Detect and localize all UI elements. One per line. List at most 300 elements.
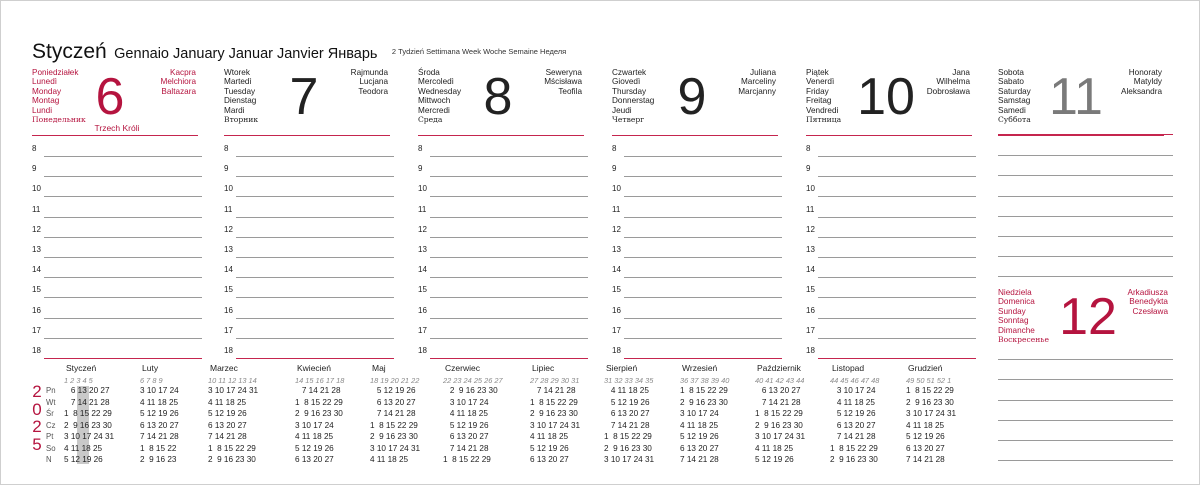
day-names <box>612 68 654 124</box>
write-line <box>430 196 588 197</box>
hour-label: 16 <box>806 305 815 315</box>
hour-label: 8 <box>418 144 423 153</box>
month-week-row: 6 13 20 27 <box>443 432 489 441</box>
hour-label: 18 <box>32 345 41 355</box>
hour-row[interactable] <box>224 160 390 180</box>
hour-row[interactable] <box>224 322 390 342</box>
day-number: 9 <box>677 68 707 126</box>
write-line <box>236 176 394 177</box>
hour-row[interactable] <box>806 261 972 281</box>
day-separator <box>418 135 584 136</box>
hour-label: 18 <box>224 345 233 355</box>
day-name: Samedi <box>998 105 1026 115</box>
name-day: Czesława <box>1132 306 1168 316</box>
hour-label: 15 <box>32 285 41 295</box>
day-name: Jeudi <box>612 105 632 115</box>
hour-row[interactable] <box>612 160 778 180</box>
day-name: Czwartek <box>612 68 647 77</box>
hour-row[interactable] <box>224 281 390 301</box>
day-separator <box>224 135 390 136</box>
hour-label: 18 <box>806 345 815 355</box>
month-week-row: 3 10 17 24 31 <box>604 455 655 464</box>
month-week-row: 7 14 21 28 <box>830 432 876 441</box>
hour-row[interactable] <box>418 241 584 261</box>
day-name: Wednesday <box>418 86 462 96</box>
write-line <box>624 297 782 298</box>
week-numbers: 31 32 33 34 35 <box>604 376 654 385</box>
hour-row[interactable] <box>806 221 972 241</box>
month-week-row: 6 13 20 27 <box>906 443 945 453</box>
day-name: Samstag <box>998 96 1031 106</box>
day-number: 6 <box>95 68 125 126</box>
day-name-ru: Понедельник <box>32 115 86 125</box>
month-week-row: 1 8 15 22 29 <box>443 455 491 464</box>
day-name: Freitag <box>806 96 832 106</box>
day-name: Donnerstag <box>612 96 655 106</box>
write-line <box>818 318 976 319</box>
hour-label: 9 <box>418 164 423 174</box>
day-name: Mercoledì <box>418 77 454 87</box>
hour-label: 12 <box>32 224 41 234</box>
write-line <box>998 360 1173 380</box>
write-line <box>44 318 202 319</box>
hour-row[interactable] <box>32 201 198 221</box>
name-day: Jana <box>952 68 970 77</box>
week-numbers: 22 23 24 25 26 27 <box>443 376 503 385</box>
month-week-row: 3 10 17 24 31 <box>370 443 421 453</box>
month-week-row: 3 10 17 24 31 <box>906 409 957 418</box>
hour-lines <box>418 140 584 362</box>
month-week-row: 4 11 18 25 <box>443 409 488 418</box>
hour-row[interactable] <box>32 241 198 261</box>
hour-row[interactable] <box>612 201 778 221</box>
weekday-abbr: Cz <box>46 420 56 430</box>
write-line <box>44 277 202 278</box>
write-line <box>44 196 202 197</box>
hour-label: 8 <box>806 144 811 153</box>
month-name: Styczeń <box>32 40 107 63</box>
month-name: Luty <box>142 363 159 373</box>
week-numbers: 14 15 16 17 18 <box>295 376 345 385</box>
hour-row[interactable] <box>806 302 972 322</box>
week-numbers: 44 45 46 47 48 <box>830 376 880 385</box>
write-line <box>624 217 782 218</box>
year-digit: 0 <box>32 399 42 419</box>
write-line <box>236 156 394 157</box>
hour-label: 17 <box>612 325 621 335</box>
hour-row[interactable] <box>32 180 198 200</box>
hour-row[interactable] <box>224 201 390 221</box>
write-line <box>236 358 394 359</box>
hour-row[interactable] <box>224 342 390 362</box>
name-days <box>351 68 388 96</box>
hour-label: 12 <box>612 224 621 234</box>
day-name: Thursday <box>612 86 647 96</box>
hour-row[interactable] <box>32 160 198 180</box>
day-name: Mercredi <box>418 105 450 115</box>
hour-label: 11 <box>612 204 621 214</box>
week-numbers: 36 37 38 39 40 <box>680 376 730 385</box>
holiday-label: Trzech Króli <box>94 123 140 133</box>
day-name: Dienstag <box>224 96 257 106</box>
month-week-row: 4 11 18 25 <box>64 443 103 453</box>
month-week-row: 3 10 17 24 31 <box>64 432 115 441</box>
write-line <box>624 156 782 157</box>
saturday-notes[interactable] <box>998 136 1173 277</box>
name-day: Honoraty <box>1128 68 1162 77</box>
month-week-row: 7 14 21 28 <box>443 443 489 453</box>
write-line <box>44 297 202 298</box>
week-numbers: 18 19 20 21 22 <box>370 376 420 385</box>
write-line <box>998 237 1173 257</box>
day-name: Saturday <box>998 86 1031 96</box>
hour-label: 17 <box>806 325 815 335</box>
hour-row[interactable] <box>806 140 972 160</box>
weekday-abbr: Pt <box>46 432 54 441</box>
name-day: Kacpra <box>170 68 196 77</box>
write-line <box>430 237 588 238</box>
hour-row[interactable] <box>612 140 778 160</box>
write-line <box>818 338 976 339</box>
write-line <box>236 297 394 298</box>
write-line <box>998 340 1173 360</box>
day-name-ru: Пятница <box>806 115 842 125</box>
day-name: Sunday <box>998 306 1026 316</box>
month-week-row: 4 11 18 25 <box>604 386 649 395</box>
write-line <box>236 217 394 218</box>
name-day: Benedykta <box>1129 297 1168 307</box>
month-name: Marzec <box>210 363 238 373</box>
hour-row[interactable] <box>612 281 778 301</box>
hour-row[interactable] <box>224 221 390 241</box>
hour-row[interactable] <box>224 241 390 261</box>
month-week-row: 3 10 17 24 <box>295 420 334 430</box>
month-week-row: 4 11 18 25 <box>370 455 409 464</box>
hour-row[interactable] <box>224 140 390 160</box>
hour-lines <box>224 140 390 362</box>
hour-row[interactable] <box>418 281 584 301</box>
month-week-row: 5 12 19 26 <box>443 420 489 430</box>
name-day: Aleksandra <box>1121 86 1162 96</box>
write-line <box>998 197 1173 217</box>
month-week-row: 6 13 20 27 <box>370 397 416 407</box>
day-name-ru: Суббота <box>998 115 1031 125</box>
hour-label: 13 <box>32 244 41 254</box>
hour-row[interactable] <box>32 140 198 160</box>
month-week-row: 1 8 15 22 29 <box>906 386 954 395</box>
day-number: 7 <box>289 68 319 126</box>
write-line <box>430 176 588 177</box>
month-week-row: 7 14 21 28 <box>64 397 110 407</box>
day-name: Lundi <box>32 105 53 115</box>
hour-row[interactable] <box>612 261 778 281</box>
name-days <box>544 68 582 96</box>
hour-label: 16 <box>418 305 427 315</box>
hour-row[interactable] <box>418 180 584 200</box>
hour-row[interactable] <box>418 160 584 180</box>
hour-row[interactable] <box>612 241 778 261</box>
month-week-row: 5 12 19 26 <box>906 432 945 441</box>
hour-row[interactable] <box>418 322 584 342</box>
month-week-row: 6 13 20 27 <box>140 420 179 430</box>
write-line <box>818 237 976 238</box>
month-week-row: 3 10 17 24 <box>443 397 489 407</box>
write-line <box>44 156 202 157</box>
write-line <box>624 257 782 258</box>
day-name: Monday <box>32 86 62 96</box>
day-number: 11 <box>1049 68 1103 126</box>
day-name: Tuesday <box>224 86 256 96</box>
hour-label: 9 <box>612 164 617 174</box>
hour-label: 14 <box>32 265 41 275</box>
year-digit: 2 <box>32 382 42 401</box>
hour-label: 18 <box>418 345 427 355</box>
hour-label: 9 <box>806 164 811 174</box>
hour-row[interactable] <box>32 302 198 322</box>
name-day: Marcjanny <box>738 86 776 96</box>
hour-row[interactable] <box>418 342 584 362</box>
month-week-row: 1 8 15 22 29 <box>680 386 728 395</box>
week-label: 2 Tydzień Settimana Week Woche Semaine Неделя <box>391 47 567 56</box>
day-name: Domenica <box>998 297 1035 307</box>
month-week-row: 2 9 16 23 <box>140 455 177 464</box>
month-week-row: 2 9 16 23 30 <box>604 443 652 453</box>
month-week-row: 6 13 20 27 <box>830 420 876 430</box>
month-week-row: 7 14 21 28 <box>530 386 576 395</box>
month-week-row: 5 12 19 26 <box>680 432 719 441</box>
name-day: Marceliny <box>740 77 776 87</box>
hour-row[interactable] <box>612 180 778 200</box>
name-days <box>927 68 970 96</box>
month-name: Maj <box>372 363 386 373</box>
day-name: Piątek <box>806 68 829 77</box>
month-week-row: 2 9 16 23 30 <box>208 455 256 464</box>
write-line <box>998 380 1173 400</box>
write-line <box>44 217 202 218</box>
hour-row[interactable] <box>32 281 198 301</box>
hour-label: 14 <box>612 265 621 275</box>
write-line <box>44 358 202 359</box>
write-line <box>818 277 976 278</box>
month-title <box>32 40 566 64</box>
write-line <box>998 156 1173 176</box>
write-line <box>430 297 588 298</box>
weekday-abbr: So <box>46 443 56 453</box>
month-week-row: 1 8 15 22 29 <box>370 420 418 430</box>
month-week-row: 4 11 18 25 <box>906 420 945 430</box>
month-week-row: 6 13 20 27 <box>64 386 110 395</box>
month-week-row: 7 14 21 28 <box>208 432 247 441</box>
write-line <box>998 217 1173 237</box>
hour-row[interactable] <box>806 241 972 261</box>
name-day: Wilhelma <box>936 77 970 87</box>
hour-label: 13 <box>612 244 621 254</box>
month-week-row: 1 8 15 22 29 <box>604 432 652 441</box>
hour-label: 10 <box>612 184 621 194</box>
write-line <box>430 338 588 339</box>
weekday-abbr: Pn <box>46 386 56 395</box>
month-week-row: 3 10 17 24 <box>830 386 876 395</box>
month-week-row: 7 14 21 28 <box>295 386 341 395</box>
month-week-row: 5 12 19 26 <box>604 397 650 407</box>
write-line <box>236 277 394 278</box>
hour-label: 10 <box>418 184 427 194</box>
hour-row[interactable] <box>224 261 390 281</box>
write-line <box>818 217 976 218</box>
day-name: Mardi <box>224 105 245 115</box>
write-line <box>818 156 976 157</box>
name-days <box>738 68 776 96</box>
hour-row[interactable] <box>32 342 198 362</box>
hour-row[interactable] <box>612 342 778 362</box>
sunday-notes[interactable] <box>998 340 1173 461</box>
month-week-row: 3 10 17 24 31 <box>208 386 259 395</box>
hour-row[interactable] <box>806 342 972 362</box>
day-names <box>806 68 841 124</box>
write-line <box>44 257 202 258</box>
week-numbers: 10 11 12 13 14 <box>208 376 257 385</box>
month-week-row: 2 9 16 23 30 <box>830 455 878 464</box>
hour-row[interactable] <box>224 302 390 322</box>
week-numbers: 49 50 51 52 1 <box>906 376 952 385</box>
day-name: Friday <box>806 86 829 96</box>
hour-row[interactable] <box>418 261 584 281</box>
week-numbers: 1 2 3 4 5 <box>64 376 93 385</box>
month-week-row: 4 11 18 25 <box>530 432 569 441</box>
day-name: Lunedì <box>32 77 58 87</box>
year-digit: 2 <box>32 417 42 436</box>
month-week-row: 1 8 15 22 29 <box>295 397 343 407</box>
hour-lines <box>806 140 972 362</box>
write-line <box>818 297 976 298</box>
write-line <box>430 358 588 359</box>
day-name-ru: Воскресенье <box>998 335 1049 345</box>
month-week-row: 6 13 20 27 <box>755 386 801 395</box>
hour-row[interactable] <box>806 281 972 301</box>
month-week-row: 6 13 20 27 <box>530 455 569 464</box>
write-line <box>818 358 976 359</box>
day-name: Poniedziałek <box>32 68 79 77</box>
name-day: Mścisława <box>544 77 582 87</box>
day-name: Niedziela <box>998 288 1032 297</box>
month-week-row: 5 12 19 26 <box>370 386 416 395</box>
month-week-row: 5 12 19 26 <box>530 443 569 453</box>
year-label <box>30 383 44 453</box>
write-line <box>998 401 1173 421</box>
day-name: Vendredi <box>806 105 839 115</box>
write-line <box>624 196 782 197</box>
month-week-row: 6 13 20 27 <box>680 443 719 453</box>
month-name: Styczeń <box>66 363 97 373</box>
write-line <box>44 338 202 339</box>
week-numbers: 6 7 8 9 <box>140 376 163 385</box>
hour-row[interactable] <box>806 201 972 221</box>
write-line <box>44 237 202 238</box>
hour-label: 12 <box>224 224 233 234</box>
hour-label: 15 <box>612 285 621 295</box>
write-line <box>236 318 394 319</box>
hour-row[interactable] <box>418 201 584 221</box>
hour-label: 9 <box>224 164 229 174</box>
month-week-row: 4 11 18 25 <box>830 397 875 407</box>
hour-row[interactable] <box>32 322 198 342</box>
name-day: Teofila <box>558 86 582 96</box>
hour-label: 8 <box>612 144 617 153</box>
name-day: Rajmunda <box>350 68 388 77</box>
hour-row[interactable] <box>32 261 198 281</box>
write-line <box>430 318 588 319</box>
hour-label: 15 <box>418 285 427 295</box>
write-line <box>998 176 1173 196</box>
hour-row[interactable] <box>418 140 584 160</box>
write-line <box>624 358 782 359</box>
name-day: Juliana <box>750 68 776 77</box>
hour-row[interactable] <box>806 160 972 180</box>
weekday-abbr: N <box>46 455 52 464</box>
hour-label: 15 <box>806 285 815 295</box>
hour-label: 14 <box>806 265 815 275</box>
write-line <box>998 257 1173 277</box>
write-line <box>624 237 782 238</box>
hour-row[interactable] <box>612 221 778 241</box>
hour-row[interactable] <box>418 221 584 241</box>
month-week-row: 3 10 17 24 31 <box>755 432 806 441</box>
hour-row[interactable] <box>224 180 390 200</box>
hour-label: 17 <box>32 325 41 335</box>
write-line <box>818 257 976 258</box>
write-line <box>430 257 588 258</box>
day-name: Sonntag <box>998 316 1029 326</box>
hour-label: 8 <box>224 144 229 153</box>
hour-label: 13 <box>224 244 233 254</box>
day-names <box>998 68 1031 124</box>
name-day: Seweryna <box>545 68 582 77</box>
hour-row[interactable] <box>418 302 584 322</box>
hour-label: 9 <box>32 164 37 174</box>
month-week-row: 2 9 16 23 30 <box>64 420 112 430</box>
hour-row[interactable] <box>806 180 972 200</box>
hour-row[interactable] <box>806 322 972 342</box>
month-week-row: 4 11 18 25 <box>208 397 247 407</box>
day-name: Dimanche <box>998 325 1035 335</box>
month-name: Kwiecień <box>297 363 332 373</box>
month-week-row: 5 12 19 26 <box>755 455 794 464</box>
month-week-row: 2 9 16 23 30 <box>370 432 418 441</box>
day-separator <box>998 134 1173 135</box>
hour-label: 13 <box>418 244 427 254</box>
write-line <box>236 257 394 258</box>
write-line <box>624 338 782 339</box>
write-line <box>998 421 1173 441</box>
hour-row[interactable] <box>32 221 198 241</box>
month-name: Listopad <box>832 363 865 373</box>
day-name-ru: Вторник <box>224 115 259 125</box>
hour-label: 16 <box>612 305 621 315</box>
month-week-row: 2 9 16 23 30 <box>443 386 498 395</box>
month-week-row: 2 9 16 23 30 <box>755 420 803 430</box>
month-name: Październik <box>757 363 801 373</box>
name-days <box>1127 288 1168 316</box>
day-number: 12 <box>1059 288 1117 346</box>
month-week-row: 4 11 18 25 <box>140 397 179 407</box>
day-name: Venerdì <box>806 77 835 87</box>
hour-row[interactable] <box>612 302 778 322</box>
month-week-row: 6 13 20 27 <box>208 420 247 430</box>
hour-row[interactable] <box>612 322 778 342</box>
month-week-row: 6 13 20 27 <box>295 455 334 464</box>
write-line <box>430 277 588 278</box>
name-day: Matyldy <box>1133 77 1162 87</box>
